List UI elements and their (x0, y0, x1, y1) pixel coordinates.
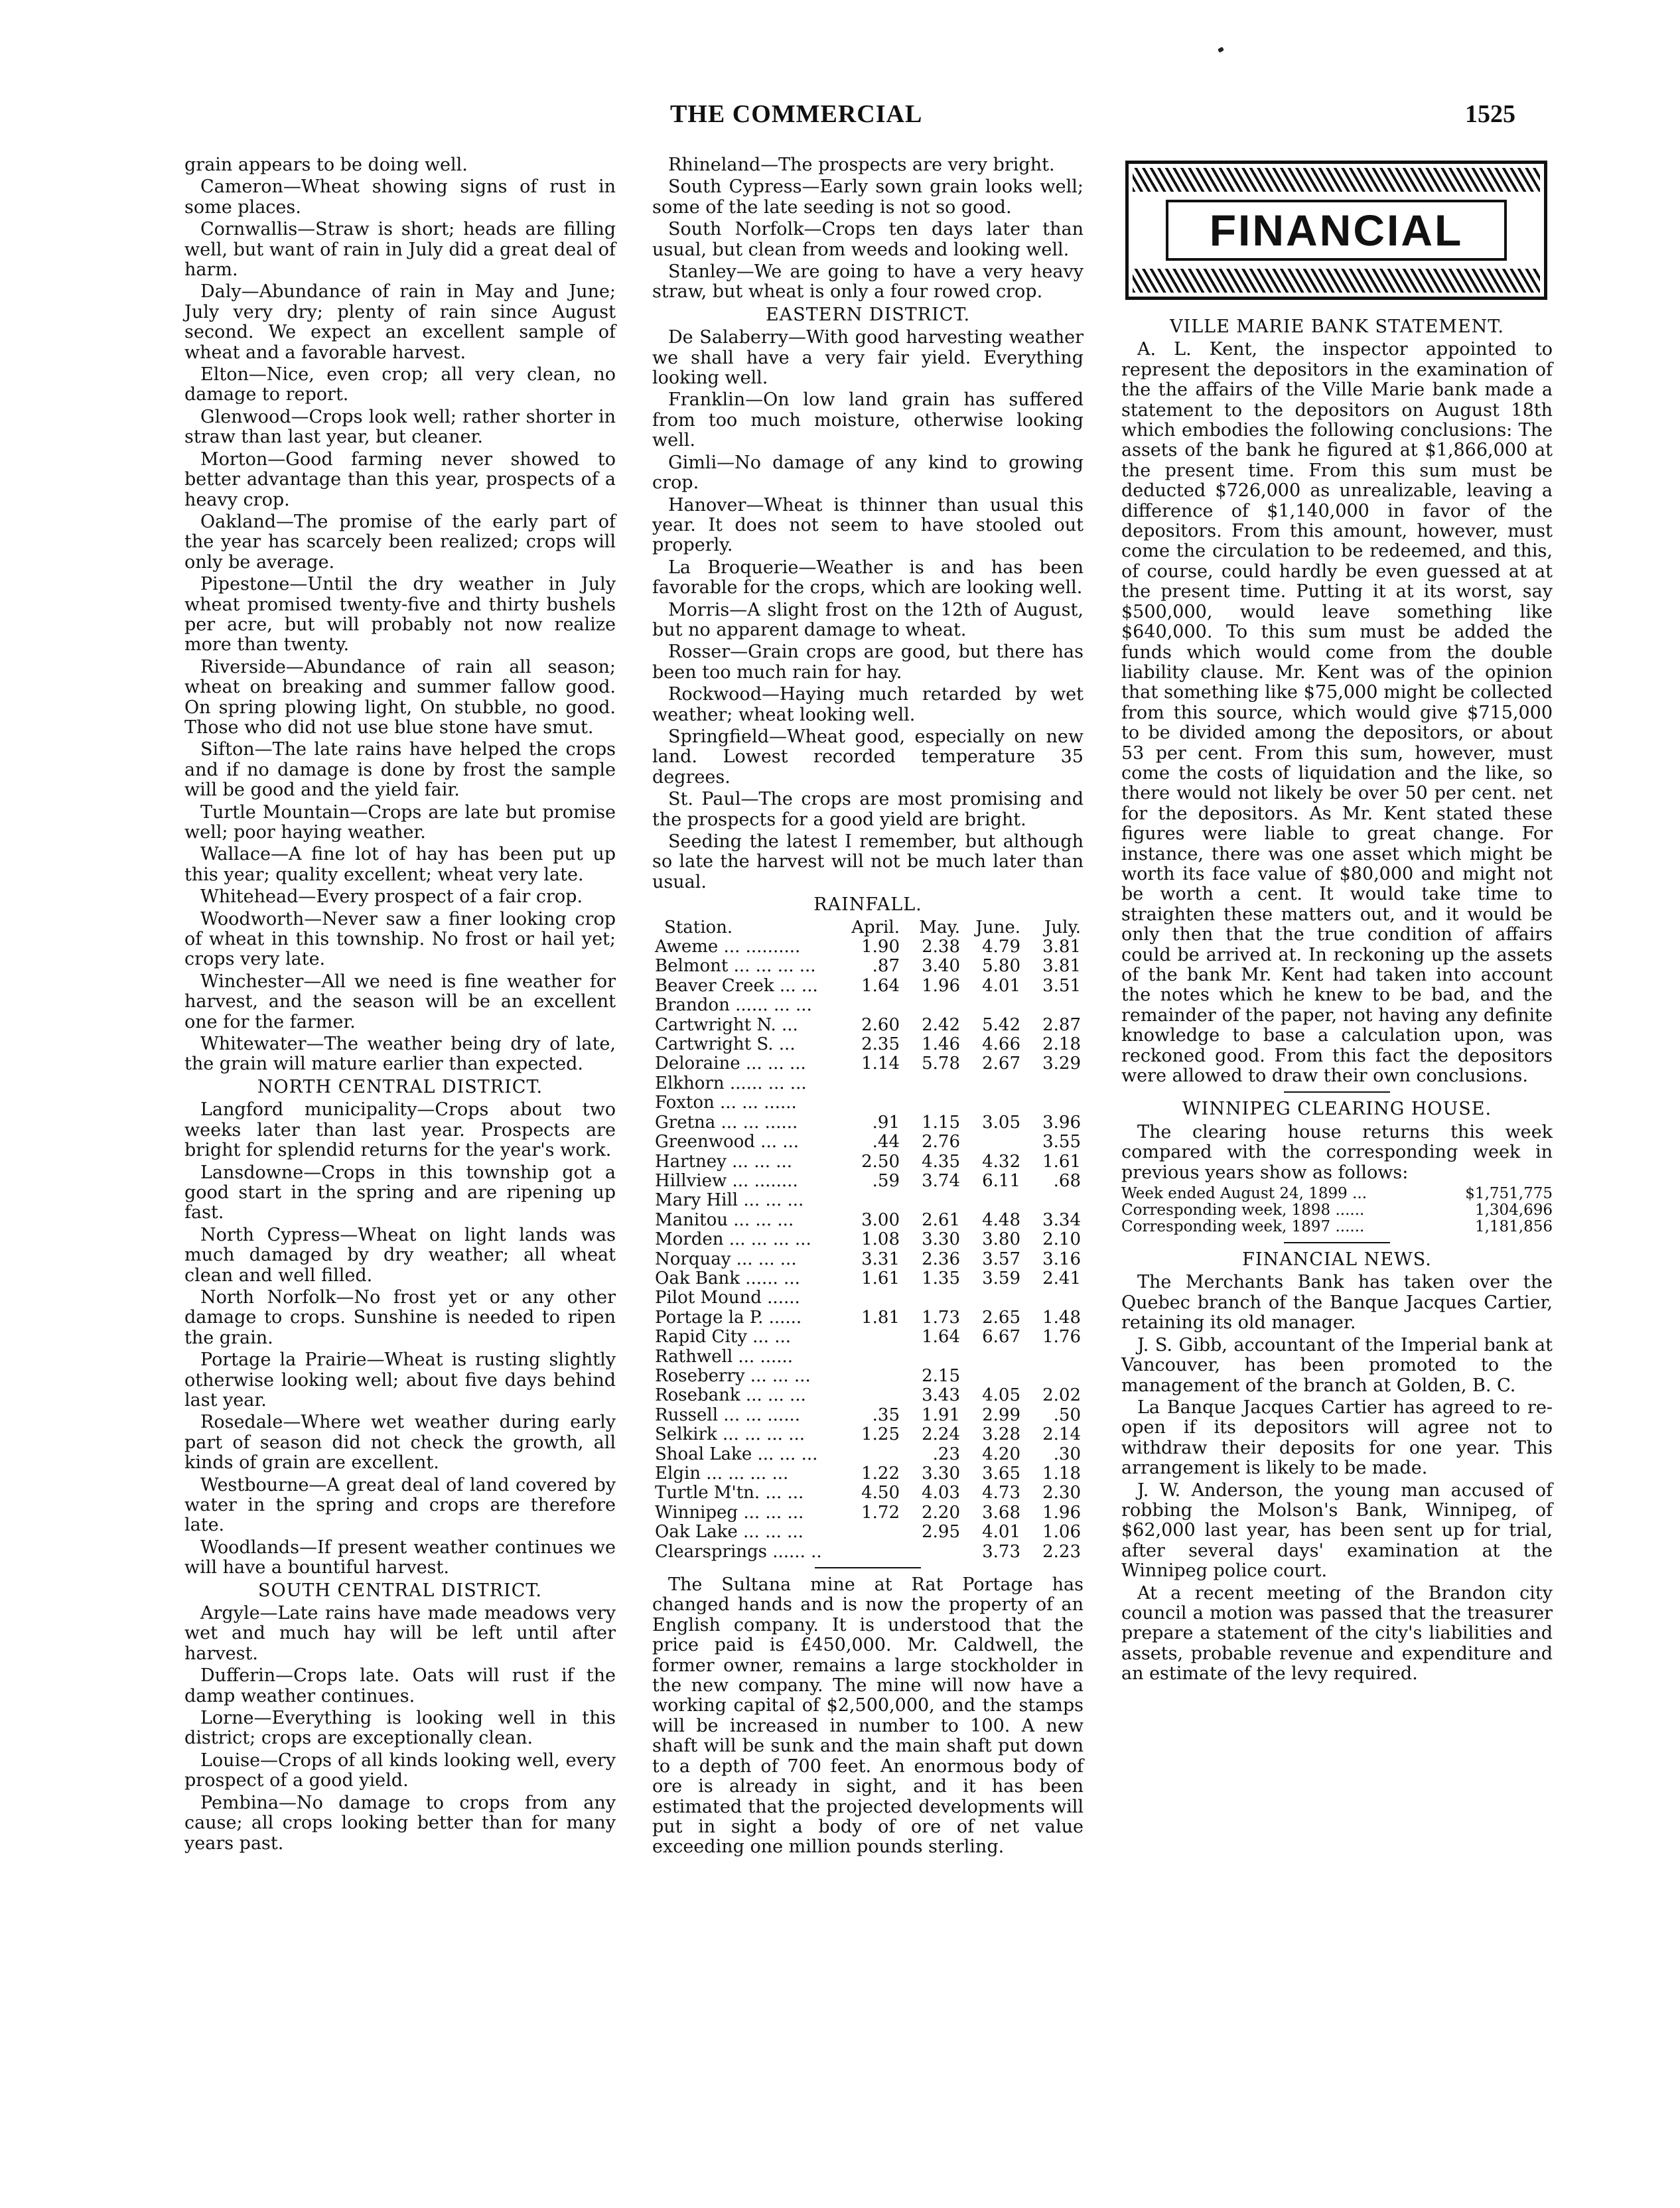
rainfall-cell: 2.15 (922, 1365, 960, 1386)
section-heading: EASTERN DISTRICT. (765, 304, 971, 325)
rainfall-cell: 2.50 (861, 1151, 900, 1172)
rainfall-cell (842, 1288, 902, 1308)
rainfall-cell: 3.81 (1042, 956, 1081, 977)
section-heading: SOUTH CENTRAL DISTRICT. (258, 1580, 542, 1601)
rainfall-cell (902, 1288, 963, 1308)
table-row (652, 1211, 1084, 1230)
station-cell: Clearsprings ...... .. (655, 1542, 822, 1562)
rainfall-cell: 1.48 (1042, 1307, 1081, 1328)
rainfall-cell (1023, 1367, 1084, 1386)
column-header: June. (975, 917, 1020, 937)
rainfall-cell: 3.59 (982, 1268, 1020, 1288)
rainfall-cell: .30 (1053, 1444, 1081, 1464)
rainfall-cell (842, 1445, 902, 1464)
rainfall-cell: 3.51 (1042, 975, 1081, 996)
rainfall-cell: 1.96 (922, 975, 960, 996)
rainfall-cell (1023, 1074, 1084, 1093)
paragraph: Langford municipality—Crops about two weeks later than last year. Prospects are bright for splendid returns for the year's work. (184, 1099, 616, 1161)
divider (1284, 1242, 1390, 1243)
clearing-amount: $1,751,775 (1465, 1185, 1553, 1203)
rainfall-cell (902, 996, 963, 1015)
rainfall-cell: 3.00 (861, 1209, 900, 1230)
rainfall-cell (1023, 1347, 1084, 1367)
paragraph: grain appears to be doing well. (184, 155, 468, 175)
rainfall-cell: 3.34 (1042, 1209, 1081, 1230)
ink-speck (1218, 46, 1224, 52)
column-header: Station. (664, 917, 733, 937)
rainfall-cell: 3.55 (1042, 1132, 1081, 1152)
column-header: July. (1044, 917, 1081, 937)
rainfall-cell: 4.50 (861, 1483, 900, 1503)
rainfall-cell: 6.11 (982, 1170, 1020, 1191)
rainfall-cell: 2.87 (1042, 1014, 1081, 1035)
station-cell: Brandon ...... ... ... (655, 996, 812, 1016)
rainfall-cell: 4.48 (982, 1209, 1020, 1230)
rainfall-cell: 1.64 (922, 1327, 960, 1347)
station-cell: Turtle M'tn. ... ... (655, 1484, 804, 1503)
table-row (652, 1406, 1084, 1425)
table-row (652, 1464, 1084, 1484)
ornament-border (1133, 168, 1540, 192)
paragraph: Elton—Nice, even crop; all very clean, no damage to report. (184, 364, 616, 405)
paragraph: Cameron—Wheat showing signs of rust in some places. (184, 176, 616, 218)
rainfall-cell: 2.61 (922, 1209, 960, 1230)
paragraph: J. W. Anderson, the young man accused of robbing the Molson's Bank, Winnipeg, of $62,000 last year, has been sent up for trial, after several days' examination at the Winnipeg police court. (1121, 1480, 1553, 1582)
paragraph: Riverside—Abundance of rain all season; wheat on breaking and summer fallow good. On spring plowing light, On stubble, no good. Those who did not use blue stone have smut. (184, 656, 616, 738)
rainfall-cell: 3.40 (922, 956, 960, 977)
paragraph: At a recent meeting of the Brandon city council a motion was passed that the treasurer prepare a statement of the city's liabilities and assets, probable revenue and expenditure and an estimate of the levy required. (1121, 1582, 1553, 1685)
rainfall-cell: 3.30 (922, 1229, 960, 1250)
rainfall-cell: 1.81 (861, 1307, 900, 1328)
rainfall-cell: 1.15 (922, 1112, 960, 1133)
station-cell: Roseberry ... ... ... (655, 1366, 811, 1386)
rainfall-cell (842, 1523, 902, 1542)
table-row (652, 937, 1084, 957)
ornament-border (1133, 269, 1540, 293)
rainfall-cell (963, 1347, 1023, 1367)
rainfall-cell: 3.74 (922, 1170, 960, 1191)
table-row (652, 977, 1084, 996)
rainfall-cell: 3.65 (982, 1464, 1020, 1484)
paragraph: Rosser—Grain crops are good, but there has been too much rain for hay. (652, 642, 1084, 683)
rainfall-cell: 3.28 (982, 1424, 1020, 1445)
section-heading: VILLE MARIE BANK STATEMENT. (1170, 316, 1504, 337)
clearing-label: Week ended August 24, 1899 ... (1121, 1185, 1367, 1203)
station-cell: Manitou ... ... ... (655, 1210, 794, 1230)
table-row (652, 1230, 1084, 1249)
rainfall-cell (1023, 1191, 1084, 1210)
rainfall-cell: 2.14 (1042, 1424, 1081, 1445)
rainfall-cell: 2.99 (982, 1405, 1020, 1425)
station-cell: Rosebank ... ... ... (655, 1386, 806, 1406)
rainfall-cell: 3.30 (922, 1464, 960, 1484)
table-row (652, 1191, 1084, 1210)
rainfall-cell: .44 (872, 1132, 900, 1152)
rainfall-cell (963, 1074, 1023, 1093)
station-cell: Hillview ... ........ (655, 1171, 798, 1191)
table-row (652, 1152, 1084, 1172)
table-row (652, 1425, 1084, 1444)
rainfall-cell: 4.20 (982, 1444, 1020, 1464)
table-row (652, 1523, 1084, 1542)
paragraph: Lorne—Everything is looking well in this district; crops are exceptionally clean. (184, 1708, 616, 1749)
paragraph: Glenwood—Crops look well; rather shorter in straw than last year, but cleaner. (184, 406, 616, 448)
rainfall-cell: .35 (872, 1405, 900, 1425)
paragraph: The Merchants Bank has taken over the Quebec branch of the Banque Jacques Cartier, retaining its old manager. (1121, 1272, 1553, 1334)
rainfall-cell: 3.16 (1042, 1249, 1081, 1269)
rainfall-cell: 2.67 (982, 1054, 1020, 1074)
rainfall-cell: 2.30 (1042, 1483, 1081, 1503)
paragraph: Whitewater—The weather being dry of late, the grain will mature earlier than expected. (184, 1034, 616, 1075)
paragraph: Woodworth—Never saw a finer looking crop of wheat in this township. No frost or hail yet; crops very late. (184, 908, 616, 970)
table-row (652, 1054, 1084, 1073)
rainfall-cell: 5.80 (982, 956, 1020, 977)
paragraph: Rockwood—Haying much retarded by wet weather; wheat looking well. (652, 684, 1084, 725)
paragraph: The clearing house returns this week compared with the corresponding week in previous years show as follows: (1121, 1121, 1553, 1183)
station-cell: Deloraine ... ... ... (655, 1054, 806, 1074)
rainfall-cell: 1.06 (1042, 1522, 1081, 1543)
paragraph: Woodlands—If present weather continues we will have a bountiful harvest. (184, 1537, 616, 1578)
station-cell: Norquay ... ... ... (655, 1249, 797, 1269)
rainfall-cell: 4.01 (982, 975, 1020, 996)
station-cell: Elgin ... ... ... ... (655, 1464, 789, 1484)
clearing-amount: 1,304,696 (1474, 1202, 1553, 1219)
rainfall-cell: 3.43 (922, 1385, 960, 1406)
station-cell: Oak Bank ...... ... (655, 1269, 800, 1288)
table-row (652, 1035, 1084, 1054)
paragraph: St. Paul—The crops are most promising and the prospects for a good yield are bright. (652, 789, 1084, 830)
column-header: April. (851, 917, 900, 937)
clearing-label: Corresponding week, 1898 ...... (1121, 1202, 1365, 1219)
station-cell: Shoal Lake ... ... ... (655, 1444, 818, 1464)
rainfall-cell: 3.80 (982, 1229, 1020, 1250)
table-row (652, 1016, 1084, 1035)
rainfall-cell: 2.60 (861, 1014, 900, 1035)
rainfall-cell: 4.01 (982, 1522, 1020, 1543)
divider (1284, 1091, 1390, 1093)
rainfall-cell: 3.57 (982, 1249, 1020, 1269)
column-3 (1121, 155, 1553, 1687)
rainfall-cell: 3.96 (1042, 1112, 1081, 1133)
rainfall-cell: 2.02 (1042, 1385, 1081, 1406)
table-row (652, 1386, 1084, 1405)
rainfall-cell (963, 1367, 1023, 1386)
paragraph: Rhineland—The prospects are very bright. (668, 155, 1055, 175)
rainfall-cell (902, 1543, 963, 1562)
rainfall-cell: .23 (932, 1444, 960, 1464)
paragraph: Pipestone—Until the dry weather in July wheat promised twenty-five and thirty bushels per acre, but will probably not now realize more than twenty. (184, 574, 616, 656)
rainfall-cell: 6.67 (982, 1327, 1020, 1347)
rainfall-cell (963, 1093, 1023, 1113)
rainfall-cell: .59 (872, 1170, 900, 1191)
station-cell: Greenwood ... ... (655, 1133, 800, 1152)
rainfall-cell: 3.81 (1042, 937, 1081, 957)
paragraph: Lansdowne—Crops in this township got a good start in the spring and are ripening up fast. (184, 1162, 616, 1223)
rainfall-cell: .91 (872, 1112, 900, 1133)
table-row (652, 1250, 1084, 1269)
section-heading: NORTH CENTRAL DISTRICT. (257, 1076, 543, 1097)
column-header: May. (919, 917, 960, 937)
paragraph: Whitehead—Every prospect of a fair crop. (200, 886, 583, 908)
clearing-amount: 1,181,856 (1474, 1218, 1553, 1236)
paragraph: Dufferin—Crops late. Oats will rust if the damp weather continues. (184, 1665, 616, 1706)
running-title: THE COMMERCIAL (670, 100, 923, 128)
paragraph: Seeding the latest I remember, but although so late the harvest will not be much later than usual. (652, 831, 1084, 892)
station-cell: Elkhorn ...... ... ... (655, 1073, 807, 1093)
station-cell: Rathwell ... ...... (655, 1347, 794, 1367)
rainfall-cell: 5.78 (922, 1054, 960, 1074)
rainfall-cell (842, 996, 902, 1015)
paragraph: South Cypress—Early sown grain looks well; some of the late seeding is not so good. (652, 176, 1084, 218)
table-row (652, 1269, 1084, 1288)
rainfall-cell: 1.91 (922, 1405, 960, 1425)
rainfall-cell (842, 1093, 902, 1113)
rainfall-cell: 3.73 (982, 1541, 1020, 1562)
table-row (652, 1347, 1084, 1367)
rainfall-cell: 1.08 (861, 1229, 900, 1250)
table-row (652, 1093, 1084, 1113)
table-row (652, 1484, 1084, 1503)
table-row (1121, 1219, 1553, 1235)
rainfall-cell: 2.95 (922, 1522, 960, 1543)
paragraph: Springfield—Wheat good, especially on new land. Lowest recorded temperature 35 degrees. (652, 726, 1084, 788)
rainfall-cell: 4.79 (982, 937, 1020, 957)
banner-panel (1166, 200, 1507, 261)
station-cell: Winnipeg ... ... ... (655, 1503, 804, 1523)
rainfall-cell (1023, 1288, 1084, 1308)
rainfall-cell: 1.22 (861, 1464, 900, 1484)
rainfall-cell (902, 1074, 963, 1093)
page-header (0, 100, 1680, 139)
paragraph: Oakland—The promise of the early part of the year has scarcely been realized; crops will only be average. (184, 511, 616, 573)
station-cell: Portage la P. ...... (655, 1308, 802, 1328)
paragraph: The Sultana mine at Rat Portage has changed hands and is now the property of an English company. It is understood that the price paid is £450,000. Mr. Caldwell, the former owner, remains a large stockholder in the new company. The mine will now have a working capital of $2,500,000, and the stamps will be increased in number to 100. A new shaft will be sunk and the main shaft put down to a depth of 700 feet. An enormous body of ore is already in sight, and it has been estimated that the projected developments will put in sight a body of ore of net value exceeding one million pounds sterling. (652, 1574, 1084, 1858)
rainfall-cell: 3.05 (982, 1112, 1020, 1133)
paragraph: Sifton—The late rains have helped the crops and if no damage is done by frost the sample will be good and the yield fair. (184, 739, 616, 801)
table-row (652, 1172, 1084, 1191)
column-1 (184, 155, 616, 1856)
paragraph: Winchester—All we need is fine weather for harvest, and the season will be an excellent one for the farmer. (184, 971, 616, 1032)
table-row (652, 1113, 1084, 1133)
rainfall-cell: 2.42 (922, 1014, 960, 1035)
rainfall-cell: 3.68 (982, 1502, 1020, 1523)
station-cell: Morden ... ... ... ... (655, 1230, 811, 1250)
rainfall-cell (1023, 1093, 1084, 1113)
paragraph: Rosedale—Where wet weather during early part of season did not check the growth, all kinds of grain are excellent. (184, 1412, 616, 1474)
station-cell: Cartwright N. ... (655, 1015, 798, 1035)
section-heading: WINNIPEG CLEARING HOUSE. (1182, 1099, 1492, 1120)
table-row (652, 996, 1084, 1015)
station-cell: Oak Lake ... ... ... (655, 1523, 804, 1543)
rainfall-cell: 1.61 (1042, 1151, 1081, 1172)
rainfall-cell: 2.41 (1042, 1268, 1081, 1288)
paragraph: South Norfolk—Crops ten days later than usual, but clean from weeds and looking well. (652, 219, 1084, 260)
rainfall-cell: 2.23 (1042, 1541, 1081, 1562)
rainfall-cell: 1.73 (922, 1307, 960, 1328)
table-header-row (652, 918, 1084, 937)
rainfall-cell (842, 1074, 902, 1093)
rainfall-cell: 4.32 (982, 1151, 1020, 1172)
rainfall-cell: .50 (1053, 1405, 1081, 1425)
rainfall-cell: 2.65 (982, 1307, 1020, 1328)
table-row (652, 1367, 1084, 1386)
station-cell: Cartwright S. ... (655, 1035, 796, 1055)
rainfall-cell: 2.10 (1042, 1229, 1081, 1250)
rainfall-cell: .87 (872, 956, 900, 977)
station-cell: Belmont ... ... ... ... (655, 957, 816, 977)
rainfall-cell: 1.18 (1042, 1464, 1081, 1484)
table-row (1121, 1202, 1553, 1219)
financial-banner (1125, 161, 1547, 300)
rainfall-cell (842, 1191, 902, 1210)
rainfall-cell: 1.46 (922, 1034, 960, 1055)
station-cell: Russell ... ... ...... (655, 1405, 800, 1425)
rainfall-cell (963, 1133, 1023, 1152)
rainfall-cell: 1.25 (861, 1424, 900, 1445)
station-cell: Foxton ... ... ...... (655, 1093, 797, 1113)
rainfall-cell: .68 (1053, 1170, 1081, 1191)
paragraph: J. S. Gibb, accountant of the Imperial bank at Vancouver, has been promoted to the management of the branch at Golden, B. C. (1121, 1334, 1553, 1396)
paragraph: De Salaberry—With good harvesting weather we shall have a very fair yield. Everything looking well. (652, 327, 1084, 389)
rainfall-cell: 4.35 (922, 1151, 960, 1172)
rainfall-cell: 4.73 (982, 1483, 1020, 1503)
clearing-label: Corresponding week, 1897 ...... (1121, 1218, 1365, 1236)
rainfall-cell: 1.64 (861, 975, 900, 996)
rainfall-cell: 2.18 (1042, 1034, 1081, 1055)
rainfall-cell (902, 1347, 963, 1367)
paragraph: Stanley—We are going to have a very heavy straw, but wheat is only a four rowed crop. (652, 261, 1084, 303)
table-row (652, 957, 1084, 976)
rainfall-cell (842, 1347, 902, 1367)
paragraph: Argyle—Late rains have made meadows very wet and much hay will be left until after harvest. (184, 1603, 616, 1664)
rainfall-cell (842, 1367, 902, 1386)
table-row (652, 1445, 1084, 1464)
rainfall-cell (963, 996, 1023, 1015)
paragraph: Portage la Prairie—Wheat is rusting slightly otherwise looking well; about five days behind last year. (184, 1349, 616, 1411)
rainfall-cell: 1.90 (861, 937, 900, 957)
rainfall-cell (963, 1288, 1023, 1308)
rainfall-cell: 3.31 (861, 1249, 900, 1269)
rainfall-cell: 3.29 (1042, 1054, 1081, 1074)
station-cell: Pilot Mound ...... (655, 1288, 800, 1308)
paragraph: A. L. Kent, the inspector appointed to represent the depositors in the examination of the the affairs of the Ville Marie bank made a statement to the depositors on August 18th which embodies the following conclusions: The assets of the bank he figured at $1,866,000 at the present time. From this sum must be deducted $726,000 as unrealizable, leaving a difference of $1,140,000 in favor of the depositors. From this amount, however, must come the circulation to be redeemed, and this, of course, could hardly be even guessed at at the present time. Putting it at its worst, say $500,000, would leave something like $640,000. To this sum must be added the funds which would come from the double liability clause. Mr. Kent was of the opinion that something like $75,000 might be collected from this source, which would give $715,000 to be divided among the depositors, or about 53 per cent. From this sum, however, must come the costs of liquidation and the like, so there would not likely be over 50 per cent. net for the depositors. As Mr. Kent stated these figures were liable to great change. For instance, there was one asset which might be worth its face value of $80,000 and might not be worth a cent. It would take time to straighten these matters out, and it would be only then that the true condition of affairs could be arrived at. In reckoning up the assets of the bank Mr. Kent had taken into account the notes which he knew to be bad, and the remainder of the paper, not having any definite knowledge to base a calculation upon, was reckoned good. From this fact the depositors were allowed to draw their own conclusions. (1121, 339, 1553, 1087)
rainfall-cell: 4.66 (982, 1034, 1020, 1055)
paragraph: Gimli—No damage of any kind to growing crop. (652, 452, 1084, 494)
station-cell: Selkirk ... ... ... ... (655, 1425, 805, 1445)
rainfall-cell (842, 1543, 902, 1562)
rainfall-cell: 1.61 (861, 1268, 900, 1288)
paragraph: Cornwallis—Straw is short; heads are filling well, but want of rain in July did a great deal of harm. (184, 219, 616, 281)
table-row (652, 1328, 1084, 1347)
station-cell: Mary Hill ... ... ... (655, 1191, 804, 1211)
paragraph: Daly—Abundance of rain in May and June; July very dry; plenty of rain since August second. We expect an excellent sample of wheat and a favorable harvest. (184, 281, 616, 363)
paragraph: Pembina—No damage to crops from any cause; all crops looking better than for many years past. (184, 1792, 616, 1854)
rainfall-cell: 2.35 (861, 1034, 900, 1055)
paragraph: Wallace—A fine lot of hay has been put up this year; quality excellent; wheat very late. (184, 844, 616, 885)
rainfall-cell: 2.24 (922, 1424, 960, 1445)
rainfall-cell (902, 1191, 963, 1210)
table-row (652, 1133, 1084, 1152)
banner-title: FINANCIAL (1209, 205, 1464, 255)
paragraph: North Cypress—Wheat on light lands was much damaged by dry weather; all wheat clean and well filled. (184, 1224, 616, 1286)
paragraph: Turtle Mountain—Crops are late but promise well; poor haying weather. (184, 801, 616, 843)
rainfall-cell: 1.76 (1042, 1327, 1081, 1347)
station-cell: Beaver Creek ... ... (655, 976, 818, 996)
paragraph: La Banque Jacques Cartier has agreed to re-open if its depositors will agree not to withdraw their deposits for one year. This arrangement is likely to be made. (1121, 1397, 1553, 1479)
rainfall-cell: 1.14 (861, 1054, 900, 1074)
rainfall-cell (842, 1386, 902, 1405)
rainfall-cell: 1.72 (861, 1502, 900, 1523)
paragraph: Franklin—On low land grain has suffered from too much moisture, otherwise looking well. (652, 389, 1084, 451)
divider (815, 1567, 921, 1568)
page-number: 1525 (1465, 100, 1515, 128)
table-row (652, 1074, 1084, 1093)
rainfall-cell: 4.03 (922, 1483, 960, 1503)
station-cell: Aweme ... .......... (655, 937, 801, 957)
paragraph: Westbourne—A great deal of land covered by water in the spring and crops are therefore late. (184, 1474, 616, 1536)
table-row (1121, 1186, 1553, 1202)
station-cell: Gretna ... ... ...... (655, 1113, 798, 1133)
table-row (652, 1288, 1084, 1308)
paragraph: Hanover—Wheat is thinner than usual this year. It does not seem to have stooled out properly. (652, 494, 1084, 556)
rainfall-cell (963, 1191, 1023, 1210)
station-cell: Hartney ... ... ... (655, 1152, 793, 1172)
paragraph: North Norfolk—No frost yet or any other damage to crops. Sunshine is needed to ripen the grain. (184, 1286, 616, 1348)
rainfall-cell (1023, 996, 1084, 1015)
rainfall-cell: 2.20 (922, 1502, 960, 1523)
rainfall-cell: 2.36 (922, 1249, 960, 1269)
section-heading: RAINFALL. (813, 894, 922, 916)
clearing-table (1121, 1186, 1553, 1235)
paragraph: Morton—Good farming never showed to better advantage than this year, prospects of a heavy crop. (184, 448, 616, 510)
rainfall-cell: 2.76 (922, 1132, 960, 1152)
table-row (652, 1543, 1084, 1562)
column-2 (652, 155, 1084, 1860)
rainfall-cell: 1.96 (1042, 1502, 1081, 1523)
rainfall-table (652, 918, 1084, 1562)
paragraph: Morris—A slight frost on the 12th of August, but no apparent damage to wheat. (652, 599, 1084, 640)
table-row (652, 1503, 1084, 1523)
paragraph: La Broquerie—Weather is and has been favorable for the crops, which are looking well. (652, 557, 1084, 598)
table-row (652, 1308, 1084, 1328)
rainfall-cell: 5.42 (982, 1014, 1020, 1035)
rainfall-cell (842, 1328, 902, 1347)
paragraph: Louise—Crops of all kinds looking well, every prospect of a good yield. (184, 1750, 616, 1791)
rainfall-cell: 4.05 (982, 1385, 1020, 1406)
rainfall-cell (902, 1093, 963, 1113)
rainfall-cell: 1.35 (922, 1268, 960, 1288)
section-heading: FINANCIAL NEWS. (1242, 1249, 1432, 1271)
station-cell: Rapid City ... ... (655, 1328, 792, 1347)
rainfall-cell: 2.38 (922, 937, 960, 957)
